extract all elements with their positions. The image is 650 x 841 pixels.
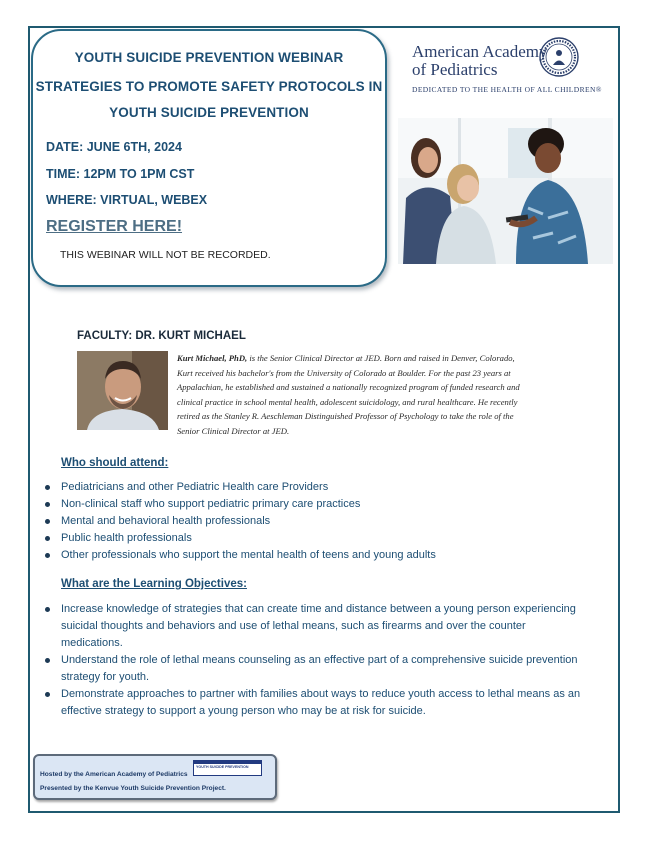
list-item: Public health professionals (44, 530, 604, 547)
list-item: Mental and behavioral health professionals (44, 513, 604, 530)
list-item: Increase knowledge of strategies that can create time and distance between a young person experiencing suicidal thoughts and behaviors and use of lethal means, such as firearms and over the counter medications. (44, 601, 589, 652)
list-item: Pediatricians and other Pediatric Health care Providers (44, 479, 604, 496)
list-item: Non-clinical staff who support pediatric primary care practices (44, 496, 604, 513)
faculty-heading: FACULTY: DR. KURT MICHAEL (77, 330, 246, 342)
register-link[interactable]: REGISTER HERE! (46, 218, 183, 235)
aap-tagline: DEDICATED TO THE HEALTH OF ALL CHILDREN® (412, 85, 602, 94)
webinar-subtitle-line2: YOUTH SUICIDE PREVENTION (109, 105, 309, 120)
webinar-subtitle-line1: STRATEGIES TO PROMOTE SAFETY PROTOCOLS IN (35, 79, 383, 94)
list-item: Other professionals who support the mental health of teens and young adults (44, 547, 604, 564)
list-item: Understand the role of lethal means counseling as an effective part of a comprehensive suicide prevention strategy for youth. (44, 652, 589, 686)
hosted-by: Hosted by the American Academy of Pediatrics (40, 771, 188, 778)
list-item: Demonstrate approaches to partner with families about ways to reduce youth access to lethal means as an effective strategy to support a young person who may be at risk for suicide. (44, 686, 589, 720)
faculty-bio (177, 351, 532, 439)
aap-logo-wordmark (412, 43, 547, 79)
faculty-name: Kurt Michael, PhD, (177, 353, 248, 363)
recording-note: THIS WEBINAR WILL NOT BE RECORDED. (60, 249, 271, 261)
flyer-thumbnail (193, 760, 262, 776)
faculty-headshot (77, 351, 168, 430)
audience-list (44, 479, 604, 564)
thumbnail-bar (194, 761, 261, 764)
aap-name-line1: American Academy (412, 42, 548, 61)
aap-seal-icon (539, 37, 579, 77)
audience-heading: Who should attend: (61, 457, 169, 469)
objectives-heading: What are the Learning Objectives: (61, 578, 247, 590)
aap-name-line2: of Pediatrics (412, 60, 498, 79)
presented-by: Presented by the Kenvue Youth Suicide Prevention Project. (40, 785, 226, 792)
clinic-photo (398, 118, 613, 264)
faculty-bio-text: is the Senior Clinical Director at JED. Born and raised in Denver, Colorado, Kurt received his bachelor's from the University of Colorado at Boulder. For the past 23 years at Appalachian, he established and sustained a nationally recognized program of funded research and clinical practice in school mental health, adolescent suicidology, and rural healthcare. He recently retired as the Stanley R. Aeschleman Distinguished Professor of Psychology to take the role of the Senior Clinical Director at JED. (177, 353, 520, 436)
event-location: WHERE: VIRTUAL, WEBEX (46, 193, 208, 207)
webinar-title: YOUTH SUICIDE PREVENTION WEBINAR (74, 50, 344, 65)
event-date: DATE: JUNE 6TH, 2024 (46, 140, 182, 154)
event-time: TIME: 12PM TO 1PM CST (46, 167, 195, 181)
objectives-list (44, 601, 589, 720)
thumbnail-title: YOUTH SUICIDE PREVENTION (196, 765, 249, 769)
